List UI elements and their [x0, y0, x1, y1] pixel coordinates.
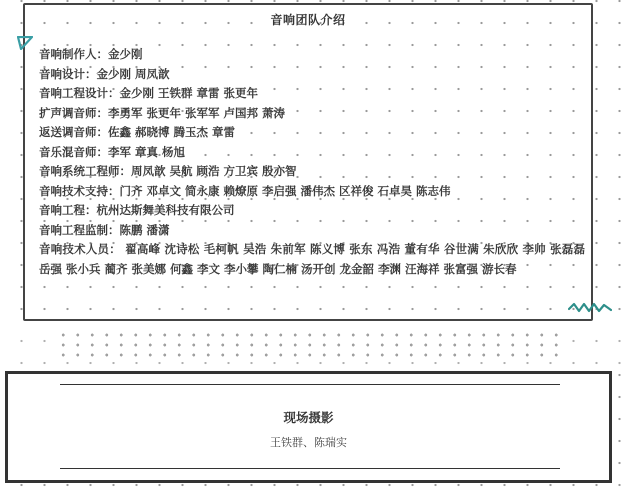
- team-intro-panel: [23, 3, 593, 321]
- credit-line: 返送调音师：佐鑫 郝晓博 腾玉杰 章雷: [39, 125, 236, 139]
- divider-top: [60, 384, 560, 385]
- credits-list: [39, 45, 585, 279]
- credit-line: 音响设计：金少刚 周凤歆: [39, 66, 170, 81]
- credit-line: 音响工程设计：金少刚 王铁群 章雷 张更年: [39, 86, 259, 100]
- zigzag-wave-icon: [568, 301, 612, 315]
- photography-panel: [5, 371, 612, 483]
- credit-line: 音响制作人：金少刚: [39, 47, 143, 61]
- credit-line: 音响技术支持：门齐 邓卓文 简永康 赖燎原 李启强 潘伟杰 区祥俊 石卓昊 陈志伟: [39, 183, 451, 198]
- credit-line: 音响系统工程师：周凤歆 吴航 顾浩 方卫宾 殷亦智: [39, 164, 297, 178]
- credit-line: 扩声调音师：李勇军 张更年 张军军 卢国邦 萧涛: [39, 105, 286, 120]
- divider-bottom: [60, 468, 560, 469]
- photography-names: 王铁群、陈瑞实: [270, 436, 347, 449]
- photography-title: 现场摄影: [283, 410, 334, 425]
- triangle-outline-icon: [17, 36, 33, 50]
- credit-line-technicians: 音响技术人员： 翟高峰 沈诗松 毛柯帆 吴浩 朱前军 陈义博 张东 冯浩 董有华 谷世满 朱欣欣 李帅 张磊磊 岳强 张小兵 蔺齐 张美娜 何鑫 李文 李小攀 陶仁楠 汤开创 龙金韶 李渊 汪海祥 张富强 游长春: [39, 242, 585, 276]
- credit-line: 音响工程监制：陈鹏 潘潇: [39, 222, 170, 237]
- credit-line: 音响工程：杭州达斯舞美科技有限公司: [39, 203, 235, 217]
- credit-line: 音乐混音师：李军 章真 杨旭: [39, 144, 186, 159]
- dot-pattern-strip: [52, 328, 562, 362]
- team-title: 音响团队介绍: [270, 13, 346, 27]
